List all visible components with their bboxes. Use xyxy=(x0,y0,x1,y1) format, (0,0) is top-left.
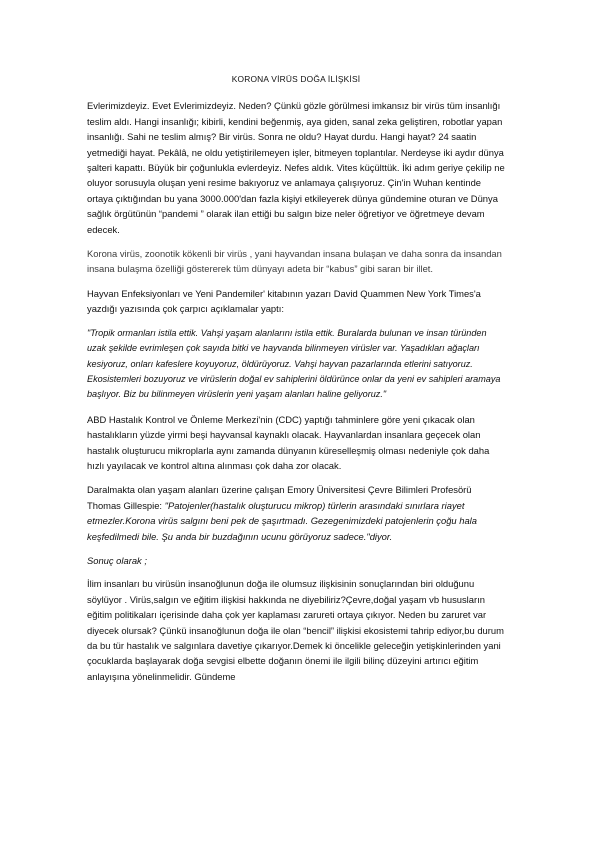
paragraph-quammen-intro: Hayvan Enfeksiyonları ve Yeni Pandemiler' kitabının yazarı David Quammen New York Times'a yazdığı yazısında çok çarpıcı açıklamalar yaptı: xyxy=(87,287,481,315)
gillespie-end: diyor. xyxy=(369,530,393,542)
paragraph-conclusion: İlim insanları bu virüsün insanoğlunun doğa ile olumsuz ilişkisinin sonuçlarından biri olduğunu söylüyor . Virüs,salgın ve eğitim ilişkisi hakkında ne diyebiliriz?Çevre,doğal yaşam vb hususların eğitim politikaları içerisinde daha çok yer kaplaması zarureti ortaya çıkıyor. Neden bu zaruret var diyecek olursak? Çünkü insanoğlunun doğa ile olan “bencil” ilişkisi ekosistemi tahrip ediyor,bu durum da bu tür hastalık ve salgınlara davetiye çıkarıyor.Demek ki öncelikle geleceğin yetişkinlerinden yani çocuklarda başlayarak doğa sevgisi elbette doğanın önemi ile ilgili bilinç düzeyini artırıcı eğitim anlayışına yönelinmelidir. Gündeme xyxy=(87,578,504,682)
conclusion-heading: Sonuç olarak ; xyxy=(87,554,147,566)
paragraph-zoonotic: Korona virüs, zoonotik kökenli bir virüs , yani hayvandan insana bulaşan ve daha sonra da insandan insana bulaşma özelliği göstererek tüm dünyayı adeta bir “kabus” gibi saran bir illet. xyxy=(87,248,502,275)
quammen-quote: "Tropik ormanları istila ettik. Vahşi yaşam alanlarını istila ettik. Buralarda bulunan ve insan türünden uzak şekilde evrimleşen çok sayıda bitki ve hayvanda bilinmeyen virüsler var. Yaşadıkları ağaçları kesiyoruz, onları kafeslere koyuyoruz, öldürüyoruz. Vahşi hayvan pazarlarında etlerini satıyoruz. Ekosistemleri bozuyoruz ve virüslerin doğal ev sahiplerini öldürünce onlar da yeni ev sahipleri aramaya başlıyor. Biz bu bilinmeyen virüslerin yeni yaşam alanları haline geliyoruz." xyxy=(87,327,501,400)
gillespie-intro: Daralmakta olan yaşam alanları üzerine çalışan Emory Üniversitesi Çevre Bilimleri Profesörü Thomas Gillespie: xyxy=(87,484,472,511)
paragraph-cdc: ABD Hastalık Kontrol ve Önleme Merkezi'nin (CDC) yaptığı tahminlere göre yeni çıkacak olan hastalıkların yüzde yirmi beşi hayvansal kaynaklı olacak. Hayvanlardan insanlara geçecek olan hastalık oluşturucu mikroplarla aynı zamanda dünyanın küreselleşmiş olması nedeniyle çok daha hızlı yayılacak ve kontrol altına alınması çok daha zor olacak. xyxy=(87,413,490,471)
gillespie-quote: "Patojenler(hastalık oluşturucu mikrop) türlerin arasındaki sınırlara riayet etmezler.Korona virüs salgını beni pek de şaşırtmadı. Gezegenimizdeki patojenlerin çoğu hala keşfedilmedi bile. Şu anda bir buzdağının ucunu görüyoruz sadece." xyxy=(87,499,477,542)
paragraph-intro: Evlerimizdeyiz. Evet Evlerimizdeyiz. Neden? Çünkü gözle görülmesi imkansız bir virüs tüm insanlığı teslim aldı. Hangi insanlığı; kibirli, kendini beğenmiş, aya giden, sanal zeka geliştiren, robotlar yapan insanlığı. Sahi ne teslim almış? Bir virüs. Sonra ne oldu? Hayat durdu. Hangi hayat? 24 saatin yetmediği hayat. Pekâlâ, ne oldu yetiştirilemeyen işler, bitmeyen toplantılar. Nerdeyse iki aydır dünya şalteri kapattı. Büyük bir çoğunlukla evlerdeyiz. Nefes aldık. Vites küçülttük. İki adım geriye çekilip ne oluyor sorusuyla oluşan yeni resime bakıyoruz ve anlamaya çalışıyoruz. Çin'in Wuhan kentinde ortaya çıktığından bu yana 3000.000'dan fazla kişiyi etkileyerek dünya gündemine oturan ve Dünya sağlık örgütünün “pandemi ” olarak ilan ettiği bu salgın bize neler öğretiyor ve öğretmeye devam edecek. xyxy=(87,100,505,235)
document-title: KORONA VİRÜS DOĞA İLİŞKİSİ xyxy=(231,74,361,84)
paragraph-gillespie xyxy=(87,482,505,544)
